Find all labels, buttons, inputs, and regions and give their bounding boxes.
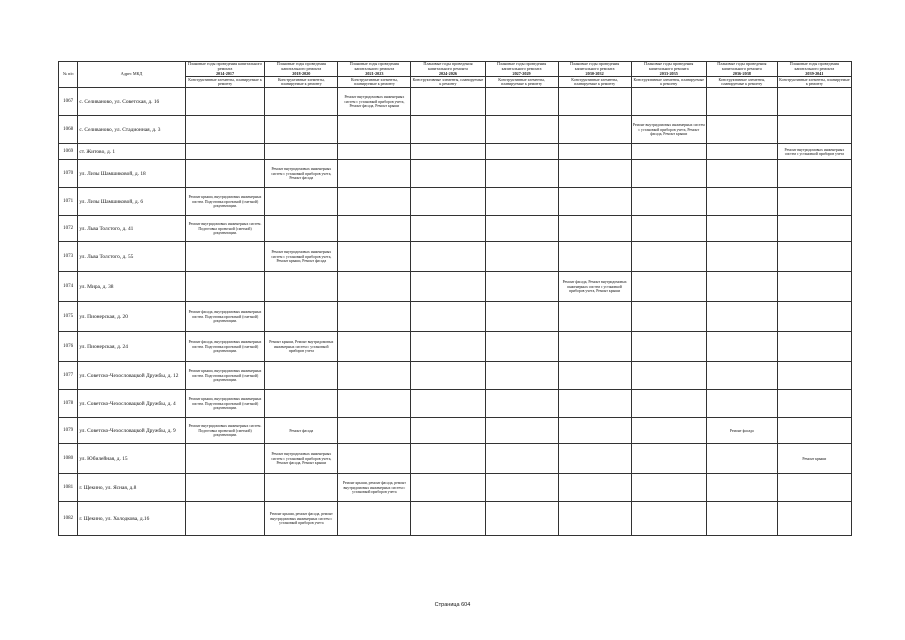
table-row — [59, 332, 852, 362]
row-number: 1078 — [59, 390, 78, 418]
repair-works-cell: Ремонт фасада, внутридомовых инженерных систем. Подготовка проектной (сметной) документации. — [185, 302, 265, 332]
repair-works-cell — [265, 116, 338, 144]
row-address: г. Щекино, ул. Холодкова, д.16 — [78, 502, 185, 536]
repair-works-cell — [777, 160, 851, 188]
repair-works-cell: Ремонт крыши, внутридомовых инженерных систем. Подготовка проектной (сметной) документации. — [185, 390, 265, 418]
repair-works-cell — [265, 272, 338, 302]
page-number: Страница 604 — [434, 602, 471, 608]
header-period-years: 2021-2023 — [365, 70, 384, 76]
repair-works-cell — [411, 362, 485, 390]
repair-works-cell — [485, 272, 558, 302]
row-address: ул. Советско-Чехословацкой Дружбы, д. 9 — [78, 418, 185, 444]
repair-works-cell: Ремонт внутридомовых инженерных систем. Подготовка проектной (сметной) документации. — [185, 418, 265, 444]
repair-works-cell: Ремонт внутридомовых инженерных систем с установкой приборов учета, Ремонт фасада, Ремонт крыши — [631, 116, 706, 144]
repair-works-cell — [185, 116, 265, 144]
repair-works-cell — [706, 216, 777, 242]
repair-works-cell — [631, 332, 706, 362]
repair-works-cell — [411, 160, 485, 188]
header-period-title: Плановые годы проведения капитального ремонта — [496, 61, 547, 71]
repair-works-cell — [631, 272, 706, 302]
row-address: ул. Лизы Шамшиковой, д. 6 — [78, 188, 185, 216]
repair-works-cell — [338, 390, 411, 418]
header-elements-label: Конструктивные элементы, планируемые к ремонту — [558, 77, 631, 88]
header-elements-label: Конструктивные элементы, планируемые к ремонту — [185, 77, 265, 88]
repair-works-cell — [558, 88, 631, 116]
repair-works-cell — [706, 302, 777, 332]
repair-works-cell — [631, 362, 706, 390]
repair-works-cell — [631, 474, 706, 502]
repair-works-cell — [631, 144, 706, 160]
repair-works-cell — [706, 474, 777, 502]
repair-schedule-table — [58, 61, 852, 536]
repair-works-cell: Ремонт внутридомовых инженерных систем с установкой приборов учета — [777, 144, 851, 160]
header-period — [338, 62, 411, 77]
repair-works-cell — [558, 216, 631, 242]
repair-works-cell — [558, 116, 631, 144]
repair-works-cell — [558, 502, 631, 536]
repair-works-cell — [485, 390, 558, 418]
repair-works-cell — [558, 362, 631, 390]
repair-works-cell — [485, 302, 558, 332]
repair-works-cell — [485, 362, 558, 390]
repair-works-cell — [706, 444, 777, 474]
repair-works-cell — [411, 144, 485, 160]
repair-works-cell — [485, 116, 558, 144]
repair-works-cell — [558, 160, 631, 188]
row-number: 1073 — [59, 242, 78, 272]
repair-works-cell — [558, 188, 631, 216]
repair-works-cell — [558, 418, 631, 444]
header-period — [558, 62, 631, 77]
repair-works-cell — [558, 144, 631, 160]
row-number: 1079 — [59, 418, 78, 444]
header-elements-label: Конструктивные элементы, планируемые к ремонту — [706, 77, 777, 88]
repair-works-cell — [706, 242, 777, 272]
table-row — [59, 502, 852, 536]
header-elements-label: Конструктивные элементы, планируемые к ремонту — [265, 77, 338, 88]
header-period-title: Плановые годы проведения капитального ремонта — [423, 61, 473, 71]
repair-works-cell — [338, 302, 411, 332]
header-row-periods — [59, 62, 852, 77]
table-row — [59, 474, 852, 502]
repair-works-cell — [706, 272, 777, 302]
row-number: 1074 — [59, 272, 78, 302]
repair-works-cell — [706, 362, 777, 390]
repair-works-cell — [338, 362, 411, 390]
row-number: 1082 — [59, 502, 78, 536]
repair-works-cell: Ремонт фасада — [265, 418, 338, 444]
table-row — [59, 242, 852, 272]
repair-works-cell — [411, 474, 485, 502]
row-address: ул. Лизы Шамшиковой, д. 18 — [78, 160, 185, 188]
repair-works-cell — [777, 272, 851, 302]
table-row — [59, 144, 852, 160]
repair-works-cell — [411, 502, 485, 536]
header-elements-label: Конструктивные элементы, планируемые к ремонту — [631, 77, 706, 88]
table-row — [59, 272, 852, 302]
header-period — [631, 62, 706, 77]
table-row — [59, 216, 852, 242]
repair-works-cell — [485, 474, 558, 502]
repair-works-cell: Ремонт фасада, Ремонт внутридомовых инженерных систем с установкой приборов учета, Ремонт крыши — [558, 272, 631, 302]
header-period-title: Плановые годы проведения капитального ремонта — [570, 61, 620, 71]
repair-works-cell: Ремонт крыши — [777, 444, 851, 474]
repair-works-cell — [706, 390, 777, 418]
repair-works-cell — [485, 418, 558, 444]
repair-works-cell — [185, 88, 265, 116]
header-period-title: Плановые годы проведения капитального ремонта — [717, 61, 767, 71]
repair-works-cell — [485, 188, 558, 216]
repair-works-cell — [265, 144, 338, 160]
repair-works-cell — [485, 242, 558, 272]
row-address: ул. Советско-Чехословацкой Дружбы, д. 4 — [78, 390, 185, 418]
repair-works-cell — [411, 418, 485, 444]
table-row — [59, 160, 852, 188]
row-address: ул. Советско-Чехословацкой Дружбы, д. 12 — [78, 362, 185, 390]
repair-works-cell — [631, 418, 706, 444]
header-period-years: 2030-2032 — [585, 70, 604, 76]
repair-works-cell — [777, 88, 851, 116]
row-number: 1070 — [59, 160, 78, 188]
repair-works-cell — [706, 116, 777, 144]
header-period-title: Плановые годы проведения капитального ремонта — [187, 61, 263, 71]
header-elements-label: Конструктивные элементы, планируемые к ремонту — [338, 77, 411, 88]
table-row — [59, 188, 852, 216]
repair-works-cell — [411, 302, 485, 332]
repair-works-cell: Ремонт внутридомовых инженерных систем с установкой приборов учета, Ремонт крыши, Ремонт фасада — [265, 242, 338, 272]
header-period-years: 2027-2029 — [512, 70, 531, 76]
table-row — [59, 116, 852, 144]
header-period — [411, 62, 485, 77]
repair-works-cell — [558, 332, 631, 362]
repair-works-cell — [411, 332, 485, 362]
header-period — [185, 62, 265, 77]
header-elements-label: Конструктивные элементы, планируемые к ремонту — [485, 77, 558, 88]
row-address: с. Селивановo, ул. Советская, д. 16 — [78, 88, 185, 116]
repair-works-cell — [485, 88, 558, 116]
repair-works-cell — [338, 242, 411, 272]
row-number: 1080 — [59, 444, 78, 474]
row-address: ул. Пионерская, д. 24 — [78, 332, 185, 362]
table-row — [59, 302, 852, 332]
row-number: 1076 — [59, 332, 78, 362]
repair-works-cell — [185, 474, 265, 502]
repair-works-cell — [631, 390, 706, 418]
repair-works-cell — [631, 188, 706, 216]
repair-works-cell — [631, 444, 706, 474]
repair-works-cell — [706, 160, 777, 188]
repair-works-cell — [338, 502, 411, 536]
repair-works-cell: Ремонт фасада — [706, 418, 777, 444]
repair-works-cell — [411, 188, 485, 216]
row-number: 1069 — [59, 144, 78, 160]
header-period-years: 2039-2041 — [805, 70, 824, 76]
repair-works-cell — [411, 272, 485, 302]
repair-works-cell — [777, 216, 851, 242]
repair-works-cell — [777, 418, 851, 444]
repair-works-cell — [265, 390, 338, 418]
row-address: ул. Пионерская, д. 20 — [78, 302, 185, 332]
repair-works-cell — [558, 242, 631, 272]
repair-works-cell: Ремонт фасада, внутридомовых инженерных систем. Подготовка проектной (сметной) документации. — [185, 332, 265, 362]
table-row — [59, 362, 852, 390]
repair-works-cell — [706, 332, 777, 362]
repair-works-cell — [777, 332, 851, 362]
header-period — [485, 62, 558, 77]
repair-works-cell — [338, 160, 411, 188]
repair-works-cell — [631, 242, 706, 272]
repair-works-cell: Ремонт внутридомовых инженерных систем с установкой приборов учета, Ремонт фасада — [265, 160, 338, 188]
repair-works-cell — [631, 88, 706, 116]
header-num: № п/п — [59, 62, 78, 88]
table-row — [59, 88, 852, 116]
repair-works-cell — [411, 444, 485, 474]
repair-works-cell — [185, 160, 265, 188]
repair-works-cell — [411, 116, 485, 144]
header-elements-label: Конструктивные элементы, планируемые к ремонту — [779, 76, 850, 87]
row-number: 1077 — [59, 362, 78, 390]
repair-works-cell — [185, 242, 265, 272]
repair-works-cell — [631, 302, 706, 332]
header-elements-label: Конструктивные элементы, планируемые к ремонту — [412, 76, 484, 87]
repair-works-cell — [558, 474, 631, 502]
repair-works-cell — [631, 160, 706, 188]
row-address: ул. Льва Толстого, д. 55 — [78, 242, 185, 272]
repair-works-cell — [558, 390, 631, 418]
repair-works-cell — [411, 242, 485, 272]
repair-works-cell: Ремонт крыши, ремонт фасада, ремонт внутридомовых инженерных систем с установкой приборов учета — [338, 474, 411, 502]
header-period-title: Плановые годы проведения капитального ремонта — [276, 61, 326, 71]
row-address: с. Селивановo, ул. Стадионная, д. 3 — [78, 116, 185, 144]
repair-works-cell: Ремонт крыши, ремонт фасада, ремонт внутридомовых инженерных систем с установкой приборов учета — [265, 502, 338, 536]
repair-works-cell — [558, 302, 631, 332]
repair-works-cell — [411, 216, 485, 242]
row-number: 1068 — [59, 116, 78, 144]
header-period-years: 2024-2026 — [438, 70, 458, 76]
repair-works-cell — [485, 144, 558, 160]
repair-works-cell — [777, 188, 851, 216]
row-number: 1072 — [59, 216, 78, 242]
repair-works-cell — [411, 88, 485, 116]
header-period-years: 2036-2038 — [732, 70, 751, 76]
repair-works-cell — [338, 444, 411, 474]
header-address: Адрес МКД — [78, 62, 185, 88]
repair-works-cell — [185, 502, 265, 536]
repair-works-cell — [485, 160, 558, 188]
repair-works-cell — [631, 216, 706, 242]
repair-works-cell — [338, 332, 411, 362]
row-address: ст. Житово, д. 1 — [78, 144, 185, 160]
table-row — [59, 418, 852, 444]
repair-works-cell — [706, 188, 777, 216]
repair-works-cell — [777, 502, 851, 536]
header-period — [265, 62, 338, 77]
repair-works-cell: Ремонт внутридомовых инженерных систем с установкой приборов учета, Ремонт фасада, Ремонт крыши — [265, 444, 338, 474]
repair-works-cell: Ремонт крыши, Ремонт внутридомовых инженерных систем с установкой приборов учета — [265, 332, 338, 362]
repair-works-cell — [265, 216, 338, 242]
table-body — [59, 88, 852, 536]
header-period — [777, 62, 851, 77]
repair-works-cell — [411, 390, 485, 418]
table-header — [59, 62, 852, 88]
repair-works-cell — [631, 502, 706, 536]
repair-works-cell — [777, 362, 851, 390]
repair-works-cell: Ремонт внутридомовых инженерных систем. Подготовка проектной (сметной) документации. — [185, 216, 265, 242]
repair-works-cell — [185, 272, 265, 302]
header-period — [706, 62, 777, 77]
row-number: 1081 — [59, 474, 78, 502]
repair-works-cell — [185, 444, 265, 474]
repair-works-cell — [265, 362, 338, 390]
repair-works-cell — [777, 242, 851, 272]
repair-works-cell — [777, 302, 851, 332]
row-number: 1067 — [59, 88, 78, 116]
repair-works-cell — [706, 502, 777, 536]
repair-works-cell — [185, 144, 265, 160]
repair-works-cell — [338, 418, 411, 444]
repair-works-cell — [485, 502, 558, 536]
repair-works-cell — [485, 332, 558, 362]
header-period-years: 2014-2017 — [215, 70, 235, 76]
repair-works-cell — [777, 474, 851, 502]
repair-works-cell — [777, 116, 851, 144]
row-address: г. Щекино, ул. Ясная, д.8 — [78, 474, 185, 502]
row-number: 1075 — [59, 302, 78, 332]
repair-works-cell — [777, 390, 851, 418]
repair-works-cell — [265, 302, 338, 332]
row-address: ул. Льва Толстого, д. 41 — [78, 216, 185, 242]
header-period-title: Плановые годы проведения капитального ремонта — [349, 61, 399, 71]
row-address: ул. Юбилейная, д. 15 — [78, 444, 185, 474]
repair-works-cell: Ремонт крыши, внутридомовых инженерных систем. Подготовка проектной (сметной) документации. — [185, 362, 265, 390]
row-number: 1071 — [59, 188, 78, 216]
row-address: ул. Мира, д. 38 — [78, 272, 185, 302]
repair-works-cell — [265, 88, 338, 116]
repair-works-cell — [706, 144, 777, 160]
repair-works-cell — [558, 444, 631, 474]
repair-works-cell — [706, 88, 777, 116]
repair-works-cell: Ремонт внутридомовых инженерных систем с установкой приборов учета, Ремонт фасада, Ремонт крыши — [338, 88, 411, 116]
repair-works-cell — [265, 474, 338, 502]
table-row — [59, 390, 852, 418]
repair-works-cell: Ремонт крыши, внутридомовых инженерных систем. Подготовка проектной (сметной) документации. — [185, 188, 265, 216]
header-period-title: Плановые годы проведения капитального ремонта — [789, 61, 839, 71]
repair-works-cell — [338, 188, 411, 216]
repair-works-cell — [338, 116, 411, 144]
repair-works-cell — [485, 444, 558, 474]
repair-works-cell — [485, 216, 558, 242]
repair-works-cell — [338, 272, 411, 302]
header-period-title: Плановые годы проведения капитального ремонта — [644, 61, 694, 71]
repair-works-cell — [338, 144, 411, 160]
repair-works-cell — [265, 188, 338, 216]
header-period-years: 2018-2020 — [292, 70, 311, 76]
repair-works-cell — [338, 216, 411, 242]
header-period-years: 2033-2035 — [659, 70, 678, 76]
table-row — [59, 444, 852, 474]
